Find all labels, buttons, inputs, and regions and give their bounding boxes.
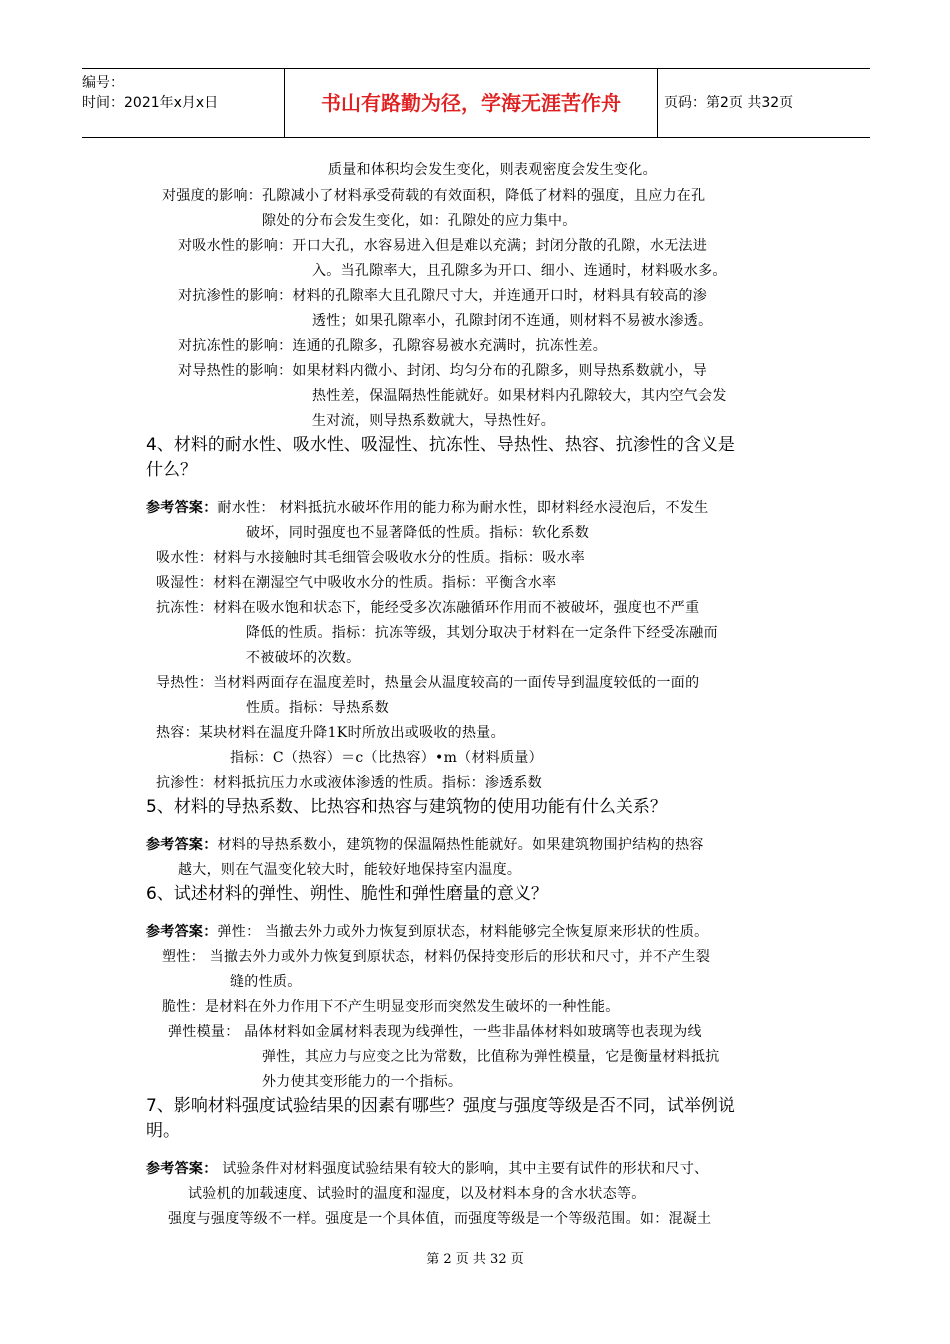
text-line: 强度与强度等级不一样。强度是一个具体值，而强度等级是一个等级范围。如：混凝土 xyxy=(168,1211,712,1227)
question-heading: 明。 xyxy=(146,1121,180,1141)
text-line: 越大，则在气温变化较大时，能较好地保持室内温度。 xyxy=(178,862,522,878)
text-line: 指标：C（热容）＝c（比热容）•m（材料质量） xyxy=(230,750,543,766)
question-heading: 6、试述材料的弹性、朔性、脆性和弹性磨量的意义？ xyxy=(146,884,548,904)
text-line: 对抗冻性的影响：连通的孔隙多，孔隙容易被水充满时，抗冻性差。 xyxy=(178,338,607,354)
text-line: 透性；如果孔隙率小，孔隙封闭不连通，则材料不易被水渗透。 xyxy=(312,313,713,329)
question-heading: 7、影响材料强度试验结果的因素有哪些？强度与强度等级是否不同，试举例说 xyxy=(146,1096,735,1116)
text-line: 隙处的分布会发生变化，如：孔隙处的应力集中。 xyxy=(262,213,577,229)
header-page-label: 页码：第2页 共32页 xyxy=(664,95,794,111)
doc-time-label: 时间：2021年x月x日 xyxy=(82,95,219,111)
text-line: 塑性： 当撤去外力或外力恢复到原状态，材料仍保持变形后的形状和尺寸，并不产生裂 xyxy=(162,949,711,965)
text-line: 入。当孔隙率大，且孔隙多为开口、细小、连通时，材料吸水多。 xyxy=(312,263,727,279)
answer-label: 参考答案： xyxy=(146,924,218,940)
text-line: 热性差，保温隔热性能就好。如果材料内孔隙较大，其内空气会发 xyxy=(312,388,727,404)
answer-line: 参考答案：材料的导热系数小，建筑物的保温隔热性能就好。如果建筑物围护结构的热容 xyxy=(146,837,704,853)
text-line: 对吸水性的影响：开口大孔，水容易进入但是难以充满；封闭分散的孔隙，水无法进 xyxy=(178,238,708,254)
text-line: 不被破坏的次数。 xyxy=(246,650,361,666)
answer-line: 参考答案：耐水性： 材料抵抗水破坏作用的能力称为耐水性，即材料经水浸泡后，不发生 xyxy=(146,500,709,516)
page-footer: 第 2 页 共 32 页 xyxy=(426,1252,524,1267)
text-line: 抗冻性：材料在吸水饱和状态下，能经受多次冻融循环作用而不被破坏，强度也不严重 xyxy=(156,600,700,616)
page-header xyxy=(82,68,870,138)
text-line: 吸水性：材料与水接触时其毛细管会吸收水分的性质。指标：吸水率 xyxy=(156,550,585,566)
text-line: 脆性：是材料在外力作用下不产生明显变形而突然发生破坏的一种性能。 xyxy=(162,999,620,1015)
header-meta xyxy=(82,69,284,141)
answer-label: 参考答案： xyxy=(146,1161,218,1177)
text-line: 缝的性质。 xyxy=(230,974,302,990)
answer-line: 参考答案： 试验条件对材料强度试验结果有较大的影响，其中主要有试件的形状和尺寸、 xyxy=(146,1161,709,1177)
text-line: 质量和体积均会发生变化，则表观密度会发生变化。 xyxy=(328,162,657,178)
text-line: 对抗渗性的影响：材料的孔隙率大且孔隙尺寸大，并连通开口时，材料具有较高的渗 xyxy=(178,288,708,304)
text-line: 生对流，则导热系数就大，导热性好。 xyxy=(312,413,556,429)
text-line: 抗渗性：材料抵抗压力水或液体渗透的性质。指标：渗透系数 xyxy=(156,775,543,791)
text-line: 弹性模量： 晶体材料如金属材料表现为线弹性，一些非晶体材料如玻璃等也表现为线 xyxy=(168,1024,702,1040)
text-line: 对导热性的影响：如果材料内微小、封闭、均匀分布的孔隙多，则导热系数就小，导 xyxy=(178,363,708,379)
text-line: 导热性：当材料两面存在温度差时，热量会从温度较高的一面传导到温度较低的一面的 xyxy=(156,675,700,691)
header-motto: 书山有路勤为径，学海无涯苦作舟 xyxy=(284,69,658,137)
text-line: 试验机的加载速度、试验时的温度和湿度，以及材料本身的含水状态等。 xyxy=(188,1186,646,1202)
answer-line: 参考答案：弹性： 当撤去外力或外力恢复到原状态，材料能够完全恢复原来形状的性质。 xyxy=(146,924,709,940)
text-line: 性质。指标：导热系数 xyxy=(246,700,389,716)
answer-label: 参考答案： xyxy=(146,837,218,853)
text-line: 破坏，同时强度也不显著降低的性质。指标：软化系数 xyxy=(246,525,590,541)
text-line: 降低的性质。指标：抗冻等级，其划分取决于材料在一定条件下经受冻融而 xyxy=(246,625,718,641)
question-heading: 4、材料的耐水性、吸水性、吸湿性、抗冻性、导热性、热容、抗渗性的含义是 xyxy=(146,435,735,455)
doc-number-label: 编号： xyxy=(82,75,124,91)
text-line: 热容：某块材料在温度升降1K时所放出或吸收的热量。 xyxy=(156,725,505,741)
answer-label: 参考答案： xyxy=(146,500,218,516)
text-line: 对强度的影响：孔隙减小了材料承受荷载的有效面积，降低了材料的强度，且应力在孔 xyxy=(162,188,706,204)
question-heading: 5、材料的导热系数、比热容和热容与建筑物的使用功能有什么关系？ xyxy=(146,797,667,817)
question-heading: 什么？ xyxy=(146,460,197,480)
text-line: 吸湿性：材料在潮湿空气中吸收水分的性质。指标：平衡含水率 xyxy=(156,575,557,591)
text-line: 弹性，其应力与应变之比为常数，比值称为弹性模量，它是衡量材料抵抗 xyxy=(262,1049,720,1065)
text-line: 外力使其变形能力的一个指标。 xyxy=(262,1074,463,1090)
